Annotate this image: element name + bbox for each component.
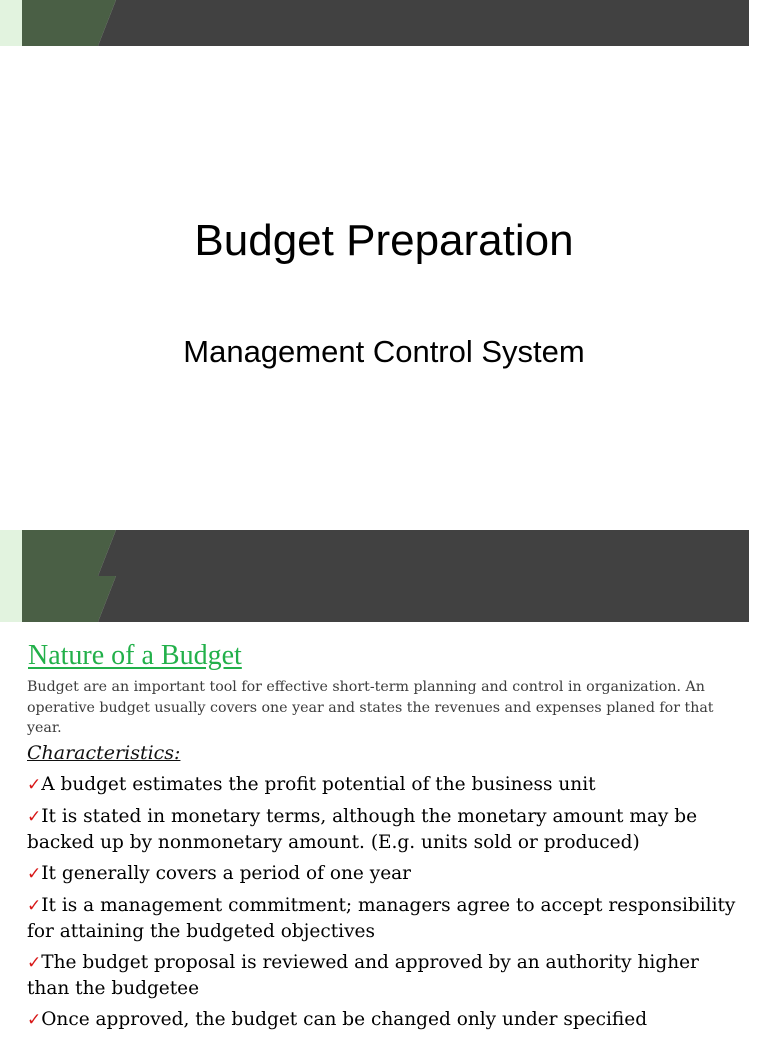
- check-icon: ✓: [27, 775, 42, 795]
- slide-2-header-banner: [0, 530, 768, 622]
- list-item-text: Once approved, the budget can be changed only under specified: [41, 1009, 648, 1030]
- list-item-text: It is a management commitment; managers agree to accept responsibility for attaining the budgeted objectives: [27, 895, 736, 942]
- list-item-text: It is stated in monetary terms, although the monetary amount may be backed up by nonmonetary amount. (E.g. units sold or produced): [27, 806, 698, 853]
- characteristics-list: [27, 772, 743, 1039]
- slide-1-subtitle: Management Control System: [183, 334, 585, 369]
- slide-1: [0, 0, 768, 512]
- characteristics-label: Characteristics:: [27, 742, 181, 764]
- list-item: [27, 893, 743, 944]
- list-item: [27, 804, 743, 855]
- list-item-text: It generally covers a period of one year: [41, 863, 412, 884]
- check-icon: ✓: [27, 896, 42, 916]
- list-item: [27, 1007, 743, 1033]
- nature-heading: Nature of a Budget: [28, 640, 242, 671]
- slide-1-header-banner: [0, 0, 768, 46]
- list-item-text: A budget estimates the profit potential of the business unit: [41, 774, 596, 795]
- list-item-text: The budget proposal is reviewed and approved by an authority higher than the budgetee: [27, 952, 699, 999]
- check-icon: ✓: [27, 807, 42, 827]
- intro-paragraph: Budget are an important tool for effective short-term planning and control in organization. An operative budget usually covers one year and states the revenues and expenses planed for that year.: [27, 679, 714, 736]
- list-item: [27, 861, 743, 887]
- list-item: [27, 950, 743, 1001]
- check-icon: ✓: [27, 953, 42, 973]
- slide-1-title: Budget Preparation: [194, 216, 574, 265]
- check-icon: ✓: [27, 1010, 42, 1030]
- check-icon: ✓: [27, 864, 42, 884]
- list-item: [27, 772, 743, 798]
